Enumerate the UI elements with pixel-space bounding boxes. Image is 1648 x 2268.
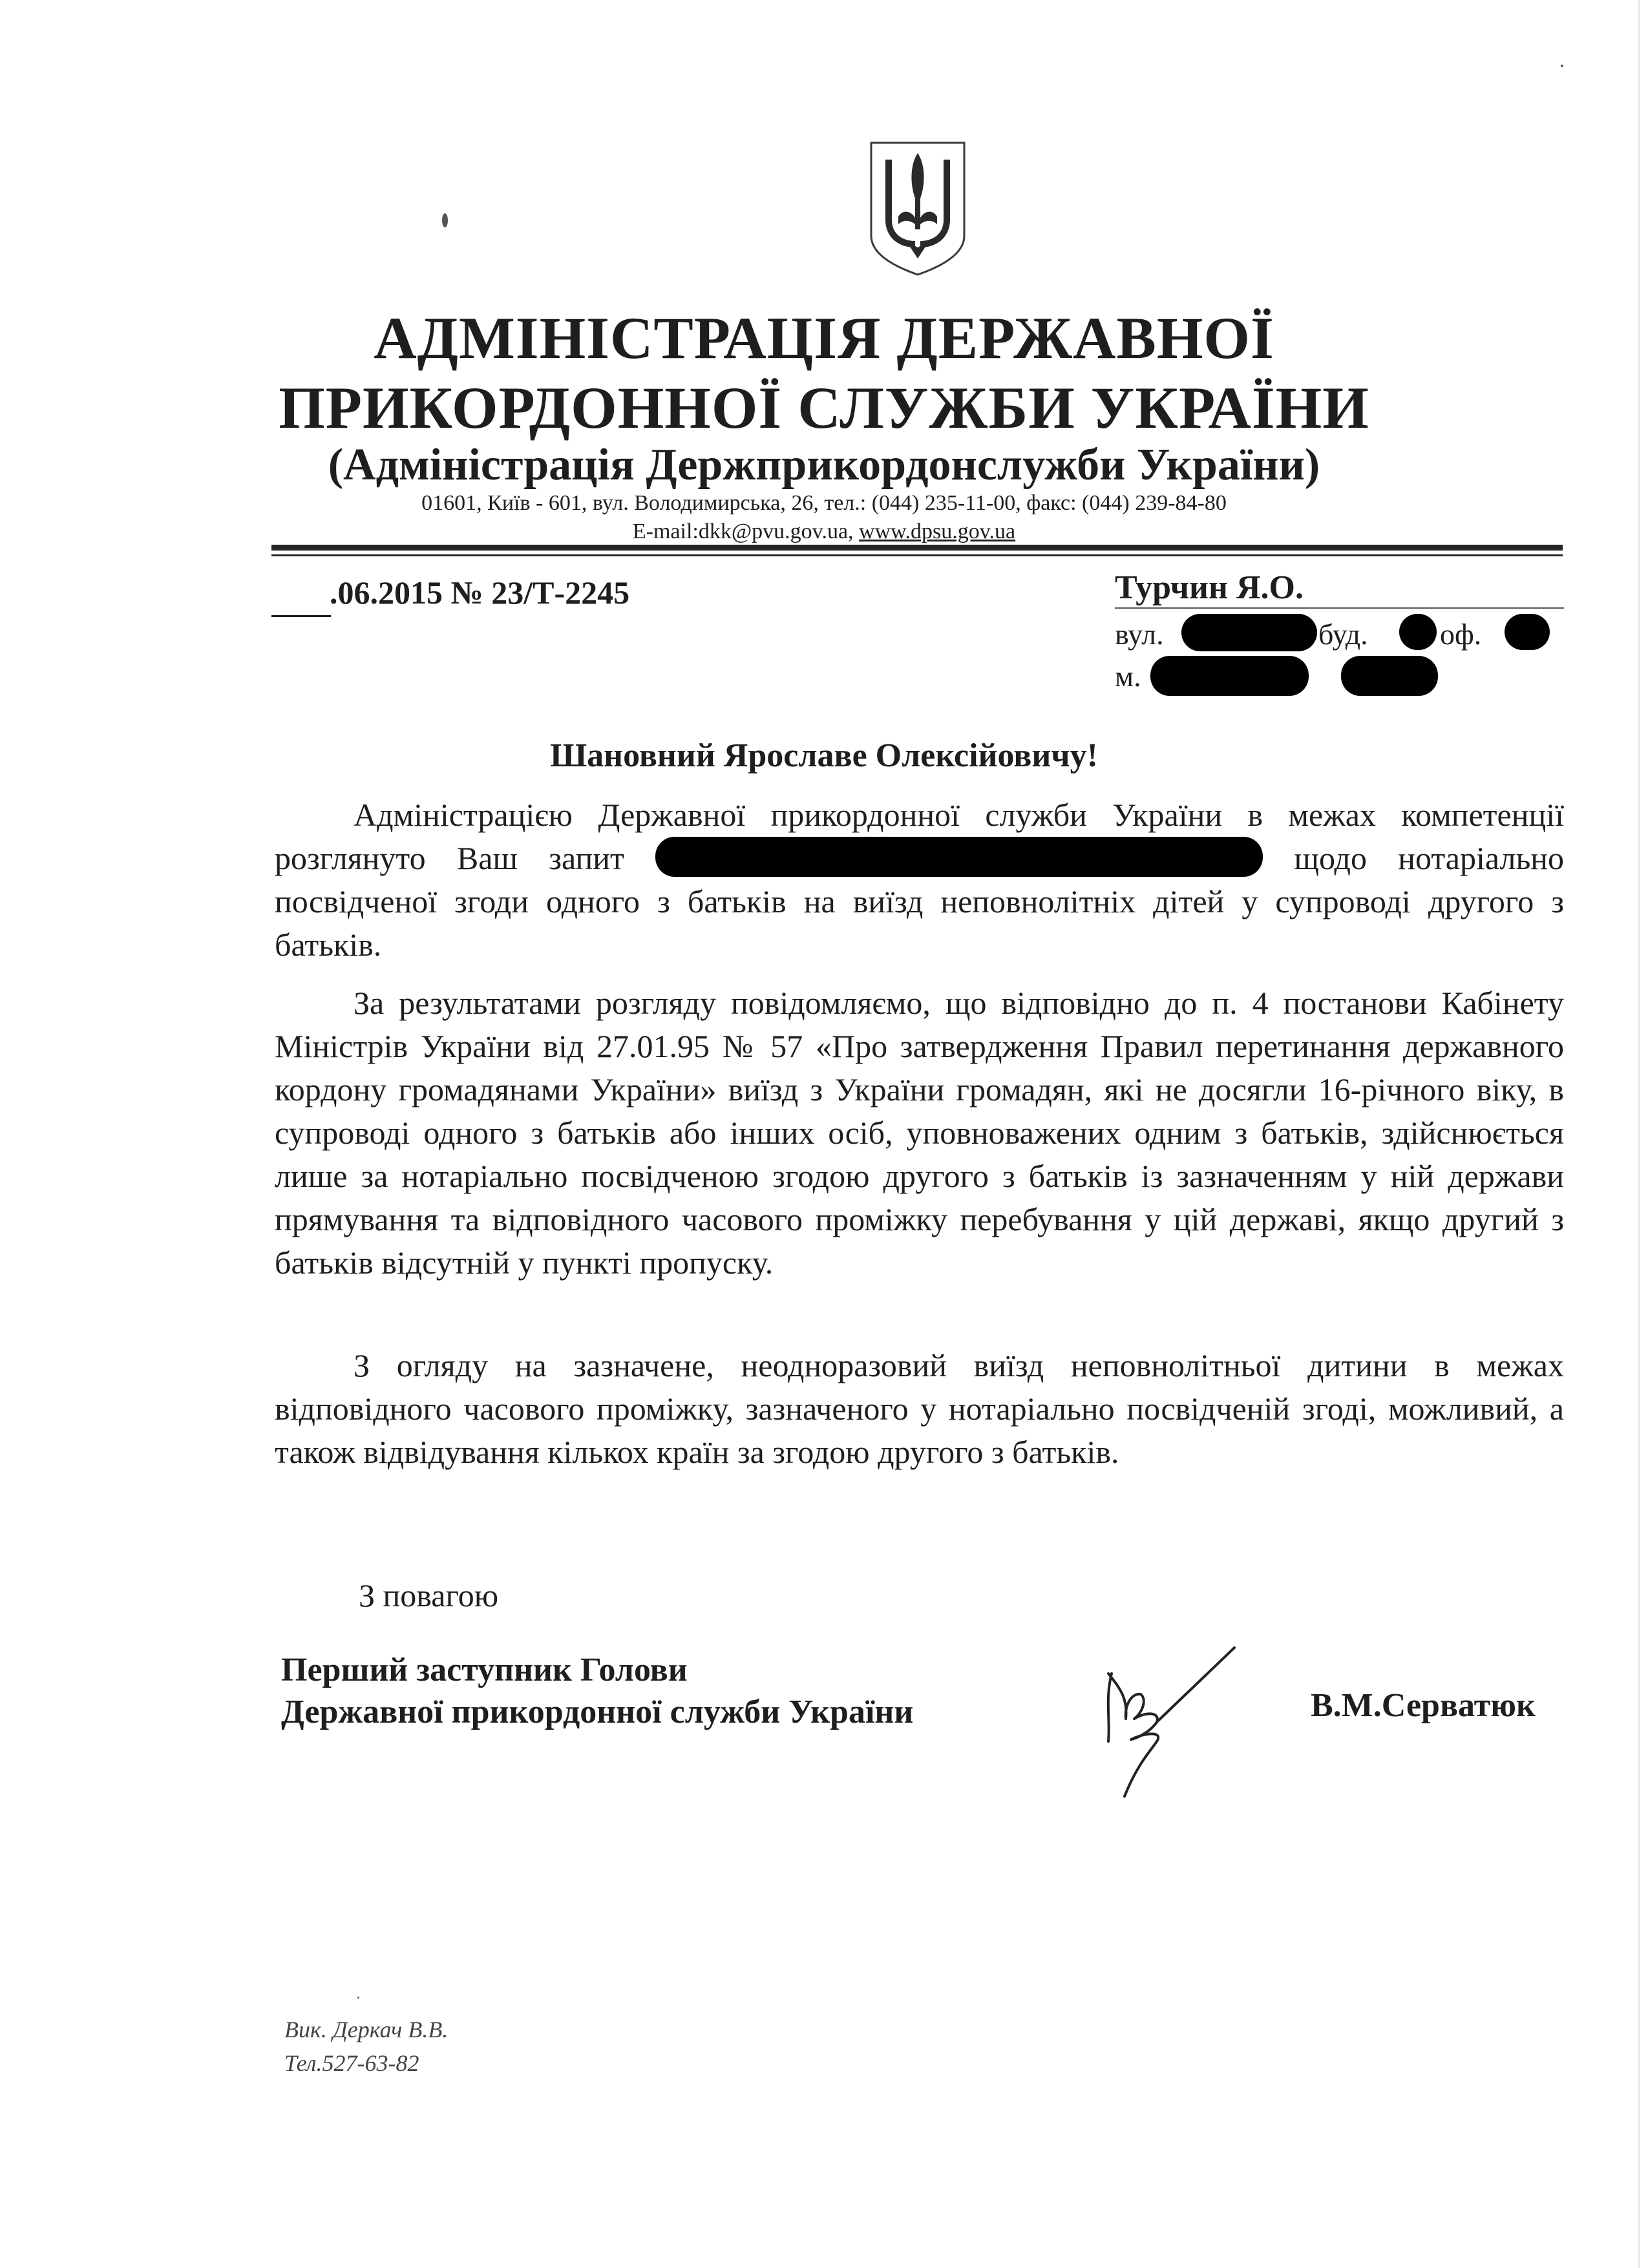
org-title-line2: ПРИКОРДОННОЇ СЛУЖБИ УКРАЇНИ <box>279 375 1369 441</box>
redaction-office <box>1505 614 1550 650</box>
org-short-name: (Адміністрація Держприкордонслужби України) <box>328 440 1320 490</box>
street-label: вул. <box>1115 618 1164 651</box>
recipient-name: Турчин Я.О. <box>1115 569 1304 606</box>
signatory-name: В.М.Серватюк <box>1311 1687 1536 1724</box>
org-address: 01601, Київ - 601, вул. Володимирська, 26, тел.: (044) 235-11-00, факс: (044) 239-84-80 <box>421 491 1227 515</box>
office-label: оф. <box>1440 618 1482 651</box>
redaction-street <box>1181 614 1317 651</box>
closing: З повагою <box>359 1577 499 1613</box>
body-paragraph-3: З огляду на зазначене, неодноразовий виїзд неповнолітньої дитини в межах відповідного часового проміжку, зазначеного у нотаріально посвідченій згоді, можливий, а також відвідування кількох країн за згодою другого з батьків. <box>275 1347 1564 1470</box>
reference-number: .06.2015 № 23/Т-2245 <box>330 574 630 611</box>
redaction-request <box>655 837 1263 877</box>
city-label: м. <box>1115 660 1141 693</box>
recipient-rule <box>1115 607 1564 609</box>
trident-emblem-icon <box>866 139 969 278</box>
redaction-building <box>1399 614 1437 650</box>
org-email: E-mail:dkk@pvu.gov.ua, <box>632 520 860 543</box>
date-blank-line <box>271 615 331 617</box>
body-paragraph-1 <box>275 793 1564 967</box>
signatory-title-line1: Перший заступник Голови <box>281 1652 688 1688</box>
scan-speck <box>1561 65 1563 67</box>
handwritten-signature <box>1086 1635 1241 1809</box>
executor-name: Вик. Деркач В.В. <box>284 2017 449 2042</box>
header-divider <box>271 545 1563 551</box>
org-contacts <box>0 520 1648 544</box>
body-paragraph-2: За результатами розгляду повідомляємо, що відповідно до п. 4 постанови Кабінету Міністрів України від 27.01.95 № 57 «Про затвердження Правил перетинання державного кордону громадянами України» виїзд з України громадян, які не досягли 16-річного віку, в супроводі одного з батьків або інших осіб, уповноважених одним з батьків, здійснюється лише за нотаріально посвідченою згодою другого з батьків із зазначенням у ній держави прямування та відповідного часового проміжку перебування у цій державі, якщо другий з батьків відсутній у пункті пропуску. <box>275 985 1564 1281</box>
paragraph-1-start: Адміністрацією Державної прикордонної служби України в межах компетенції розглянуто Ваш запит <box>275 797 1564 876</box>
scan-speck <box>357 1997 359 1999</box>
org-website-link[interactable]: www.dpsu.gov.ua <box>859 520 1016 543</box>
salutation: Шановний Ярославе Олексійовичу! <box>550 737 1098 774</box>
header-divider-thin <box>271 554 1563 556</box>
building-label: буд. <box>1318 618 1368 651</box>
org-title-line1: АДМІНІСТРАЦІЯ ДЕРЖАВНОЇ <box>374 305 1274 371</box>
paragraph-1-end: щодо нотаріально посвідченої згоди одного з батьків на виїзд неповнолітніх дітей у супроводі другого з батьків. <box>275 840 1565 963</box>
scan-speck <box>442 213 448 227</box>
redaction-postal <box>1341 656 1438 696</box>
executor-phone: Тел.527-63-82 <box>284 2050 419 2076</box>
signatory-title-line2: Державної прикордонної служби України <box>281 1694 914 1730</box>
redaction-city <box>1150 656 1309 696</box>
